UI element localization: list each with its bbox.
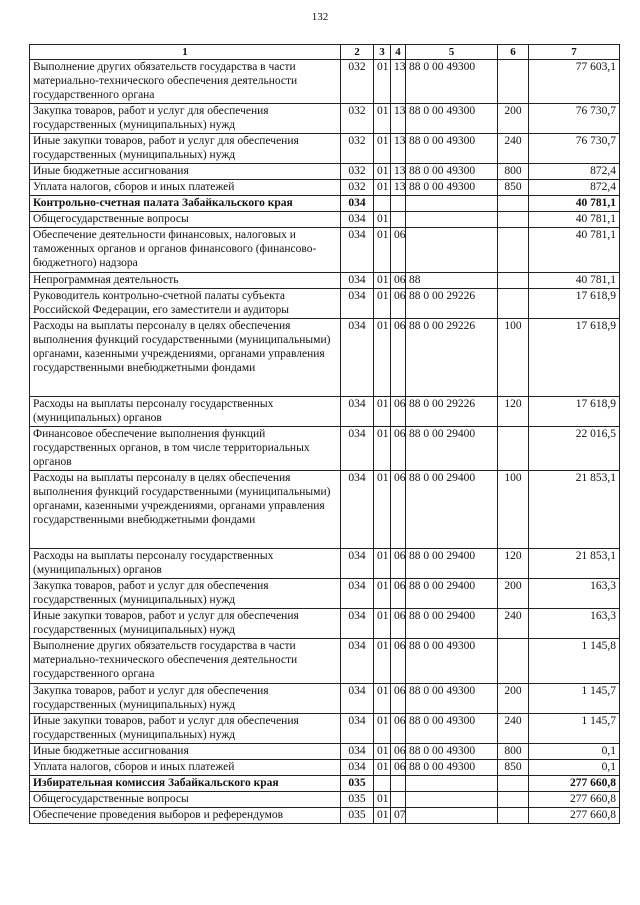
row-code: 032 — [341, 134, 374, 164]
row-code: 034 — [341, 549, 374, 579]
row-section: 01 — [374, 714, 391, 744]
header-col-2: 2 — [341, 45, 374, 60]
row-section: 01 — [374, 212, 391, 228]
row-name: Контрольно-счетная палата Забайкальского края — [30, 196, 341, 212]
row-name: Обеспечение деятельности финансовых, налоговых и таможенных органов и органов финансового (финансово-бюджетного) надзора — [30, 228, 341, 273]
row-subsection — [391, 212, 406, 228]
table-row — [30, 471, 620, 549]
row-section: 01 — [374, 549, 391, 579]
row-expense-type: 240 — [498, 134, 529, 164]
row-section — [374, 776, 391, 792]
row-name: Иные закупки товаров, работ и услуг для обеспечения государственных (муниципальных) нужд — [30, 714, 341, 744]
row-code: 034 — [341, 289, 374, 319]
row-expense-type — [498, 289, 529, 319]
row-amount: 22 016,5 — [529, 427, 620, 471]
table-row — [30, 579, 620, 609]
row-name: Финансовое обеспечение выполнения функций государственных органов, в том числе территориальных органов — [30, 427, 341, 471]
row-subsection: 07 — [391, 808, 406, 824]
row-target-article: 88 0 00 29226 — [406, 397, 498, 427]
row-expense-type: 800 — [498, 744, 529, 760]
row-section: 01 — [374, 427, 391, 471]
row-subsection: 06 — [391, 471, 406, 549]
row-expense-type — [498, 639, 529, 684]
row-code: 032 — [341, 60, 374, 104]
row-expense-type: 200 — [498, 684, 529, 714]
row-amount: 77 603,1 — [529, 60, 620, 104]
row-code: 035 — [341, 776, 374, 792]
table-row — [30, 549, 620, 579]
row-subsection: 13 — [391, 104, 406, 134]
table-row — [30, 134, 620, 164]
table-row — [30, 776, 620, 792]
row-amount: 1 145,7 — [529, 714, 620, 744]
row-subsection: 06 — [391, 289, 406, 319]
row-name: Иные закупки товаров, работ и услуг для обеспечения государственных (муниципальных) нужд — [30, 134, 341, 164]
row-amount: 0,1 — [529, 760, 620, 776]
row-expense-type: 100 — [498, 319, 529, 397]
row-expense-type: 100 — [498, 471, 529, 549]
row-section: 01 — [374, 684, 391, 714]
table-body — [30, 60, 620, 824]
row-code: 034 — [341, 744, 374, 760]
row-subsection: 06 — [391, 684, 406, 714]
row-expense-type — [498, 792, 529, 808]
table-row — [30, 808, 620, 824]
row-section: 01 — [374, 471, 391, 549]
page-number: 132 — [311, 11, 329, 23]
table-row — [30, 180, 620, 196]
row-subsection: 06 — [391, 760, 406, 776]
table-row — [30, 273, 620, 289]
row-subsection: 06 — [391, 427, 406, 471]
row-subsection: 13 — [391, 60, 406, 104]
row-target-article: 88 0 00 49300 — [406, 760, 498, 776]
row-name: Закупка товаров, работ и услуг для обеспечения государственных (муниципальных) нужд — [30, 684, 341, 714]
row-name: Расходы на выплаты персоналу государственных (муниципальных) органов — [30, 397, 341, 427]
row-name: Уплата налогов, сборов и иных платежей — [30, 760, 341, 776]
row-amount: 872,4 — [529, 164, 620, 180]
budget-table — [29, 44, 620, 824]
table-row — [30, 684, 620, 714]
row-code: 034 — [341, 684, 374, 714]
row-name: Обеспечение проведения выборов и референдумов — [30, 808, 341, 824]
row-code: 034 — [341, 639, 374, 684]
row-name: Иные закупки товаров, работ и услуг для обеспечения государственных (муниципальных) нужд — [30, 609, 341, 639]
row-code: 034 — [341, 714, 374, 744]
header-col-4: 4 — [391, 45, 406, 60]
row-target-article — [406, 212, 498, 228]
row-amount: 76 730,7 — [529, 104, 620, 134]
row-section: 01 — [374, 228, 391, 273]
row-section: 01 — [374, 397, 391, 427]
row-code: 035 — [341, 808, 374, 824]
row-target-article: 88 0 00 49300 — [406, 164, 498, 180]
row-target-article: 88 0 00 49300 — [406, 60, 498, 104]
row-section: 01 — [374, 60, 391, 104]
row-target-article: 88 0 00 49300 — [406, 104, 498, 134]
row-subsection: 13 — [391, 180, 406, 196]
row-amount: 0,1 — [529, 744, 620, 760]
row-subsection: 06 — [391, 319, 406, 397]
row-code: 034 — [341, 196, 374, 212]
row-name: Иные бюджетные ассигнования — [30, 744, 341, 760]
row-target-article — [406, 808, 498, 824]
row-subsection: 06 — [391, 579, 406, 609]
table-row — [30, 397, 620, 427]
row-subsection: 13 — [391, 134, 406, 164]
row-amount: 40 781,1 — [529, 196, 620, 212]
row-subsection: 06 — [391, 714, 406, 744]
row-target-article — [406, 228, 498, 273]
row-section: 01 — [374, 808, 391, 824]
row-amount: 21 853,1 — [529, 549, 620, 579]
row-amount: 163,3 — [529, 579, 620, 609]
row-amount: 872,4 — [529, 180, 620, 196]
row-name: Иные бюджетные ассигнования — [30, 164, 341, 180]
row-amount: 40 781,1 — [529, 228, 620, 273]
row-name: Избирательная комиссия Забайкальского края — [30, 776, 341, 792]
table-row — [30, 104, 620, 134]
row-expense-type — [498, 60, 529, 104]
row-expense-type — [498, 776, 529, 792]
header-col-5: 5 — [406, 45, 498, 60]
table-row — [30, 744, 620, 760]
row-code: 034 — [341, 609, 374, 639]
row-subsection: 06 — [391, 228, 406, 273]
row-code: 032 — [341, 164, 374, 180]
row-subsection: 06 — [391, 744, 406, 760]
row-section: 01 — [374, 134, 391, 164]
table-row — [30, 60, 620, 104]
row-expense-type: 800 — [498, 164, 529, 180]
row-target-article: 88 0 00 49300 — [406, 639, 498, 684]
row-target-article: 88 0 00 49300 — [406, 714, 498, 744]
header-col-6: 6 — [498, 45, 529, 60]
row-name: Выполнение других обязательств государства в части материально-технического обеспечения деятельности государственного органа — [30, 60, 341, 104]
row-amount: 17 618,9 — [529, 289, 620, 319]
header-col-3: 3 — [374, 45, 391, 60]
row-code: 034 — [341, 760, 374, 776]
row-amount: 1 145,7 — [529, 684, 620, 714]
row-amount: 1 145,8 — [529, 639, 620, 684]
table-header-row — [30, 45, 620, 60]
table-row — [30, 760, 620, 776]
row-expense-type — [498, 196, 529, 212]
row-section: 01 — [374, 164, 391, 180]
table-row — [30, 319, 620, 397]
row-name: Общегосударственные вопросы — [30, 792, 341, 808]
row-amount: 277 660,8 — [529, 792, 620, 808]
row-section: 01 — [374, 792, 391, 808]
row-expense-type: 120 — [498, 397, 529, 427]
row-target-article: 88 0 00 29226 — [406, 289, 498, 319]
row-code: 034 — [341, 212, 374, 228]
row-amount: 277 660,8 — [529, 776, 620, 792]
table-row — [30, 289, 620, 319]
row-section: 01 — [374, 639, 391, 684]
row-amount: 17 618,9 — [529, 397, 620, 427]
row-expense-type: 240 — [498, 714, 529, 744]
table-row — [30, 714, 620, 744]
row-expense-type — [498, 228, 529, 273]
row-section: 01 — [374, 760, 391, 776]
table-row — [30, 609, 620, 639]
row-expense-type: 200 — [498, 104, 529, 134]
table-row — [30, 639, 620, 684]
row-code: 034 — [341, 579, 374, 609]
row-target-article: 88 — [406, 273, 498, 289]
row-expense-type: 850 — [498, 760, 529, 776]
table-row — [30, 427, 620, 471]
table-row — [30, 196, 620, 212]
row-expense-type — [498, 212, 529, 228]
row-code: 034 — [341, 228, 374, 273]
row-target-article — [406, 776, 498, 792]
table-row — [30, 792, 620, 808]
row-name: Расходы на выплаты персоналу в целях обеспечения выполнения функций государственными (муниципальными) органами, казенными учреждениями, органами управления государственными внебюджетными фондами — [30, 471, 341, 549]
row-target-article: 88 0 00 49300 — [406, 684, 498, 714]
row-section: 01 — [374, 273, 391, 289]
row-target-article: 88 0 00 29226 — [406, 319, 498, 397]
table-row — [30, 212, 620, 228]
table-row — [30, 228, 620, 273]
row-target-article: 88 0 00 49300 — [406, 180, 498, 196]
row-name: Руководитель контрольно-счетной палаты субъекта Российской Федерации, его заместители и аудиторы — [30, 289, 341, 319]
row-section: 01 — [374, 579, 391, 609]
row-target-article: 88 0 00 29400 — [406, 609, 498, 639]
row-target-article: 88 0 00 29400 — [406, 549, 498, 579]
row-section: 01 — [374, 104, 391, 134]
row-section: 01 — [374, 180, 391, 196]
row-amount: 277 660,8 — [529, 808, 620, 824]
row-code: 032 — [341, 180, 374, 196]
row-subsection: 06 — [391, 397, 406, 427]
row-subsection — [391, 792, 406, 808]
row-expense-type: 200 — [498, 579, 529, 609]
row-target-article — [406, 792, 498, 808]
row-expense-type — [498, 808, 529, 824]
row-section: 01 — [374, 289, 391, 319]
row-code: 032 — [341, 104, 374, 134]
row-target-article — [406, 196, 498, 212]
row-section — [374, 196, 391, 212]
row-expense-type — [498, 427, 529, 471]
row-subsection: 06 — [391, 609, 406, 639]
row-subsection: 06 — [391, 273, 406, 289]
row-name: Выполнение других обязательств государства в части материально-технического обеспечения деятельности государственного органа — [30, 639, 341, 684]
row-amount: 76 730,7 — [529, 134, 620, 164]
row-target-article: 88 0 00 29400 — [406, 427, 498, 471]
row-amount: 21 853,1 — [529, 471, 620, 549]
row-name: Непрограммная деятельность — [30, 273, 341, 289]
row-amount: 40 781,1 — [529, 273, 620, 289]
row-name: Уплата налогов, сборов и иных платежей — [30, 180, 341, 196]
row-expense-type: 120 — [498, 549, 529, 579]
row-subsection: 06 — [391, 549, 406, 579]
row-name: Расходы на выплаты персоналу в целях обеспечения выполнения функций государственными (муниципальными) органами, казенными учреждениями, органами управления государственными внебюджетными фондами — [30, 319, 341, 397]
row-name: Расходы на выплаты персоналу государственных (муниципальных) органов — [30, 549, 341, 579]
table-row — [30, 164, 620, 180]
row-name: Закупка товаров, работ и услуг для обеспечения государственных (муниципальных) нужд — [30, 104, 341, 134]
row-code: 035 — [341, 792, 374, 808]
row-name: Закупка товаров, работ и услуг для обеспечения государственных (муниципальных) нужд — [30, 579, 341, 609]
row-code: 034 — [341, 471, 374, 549]
row-section: 01 — [374, 609, 391, 639]
row-subsection: 13 — [391, 164, 406, 180]
row-code: 034 — [341, 273, 374, 289]
row-section: 01 — [374, 744, 391, 760]
row-target-article: 88 0 00 49300 — [406, 134, 498, 164]
row-target-article: 88 0 00 29400 — [406, 471, 498, 549]
header-col-1: 1 — [30, 45, 341, 60]
row-code: 034 — [341, 427, 374, 471]
row-subsection — [391, 776, 406, 792]
row-subsection: 06 — [391, 639, 406, 684]
header-col-7: 7 — [529, 45, 620, 60]
row-amount: 163,3 — [529, 609, 620, 639]
row-section: 01 — [374, 319, 391, 397]
row-target-article: 88 0 00 49300 — [406, 744, 498, 760]
row-target-article: 88 0 00 29400 — [406, 579, 498, 609]
row-amount: 17 618,9 — [529, 319, 620, 397]
row-subsection — [391, 196, 406, 212]
row-code: 034 — [341, 397, 374, 427]
row-expense-type: 850 — [498, 180, 529, 196]
row-expense-type — [498, 273, 529, 289]
row-code: 034 — [341, 319, 374, 397]
row-expense-type: 240 — [498, 609, 529, 639]
row-name: Общегосударственные вопросы — [30, 212, 341, 228]
row-amount: 40 781,1 — [529, 212, 620, 228]
